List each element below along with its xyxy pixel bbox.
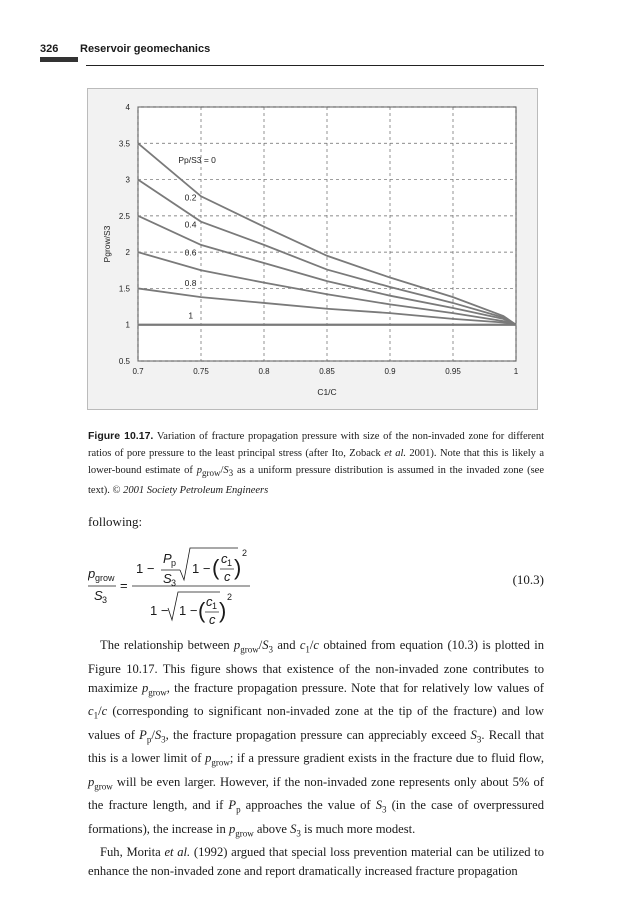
x-tick-label: 0.75 xyxy=(193,367,209,376)
header-rule xyxy=(86,65,544,66)
series-label: 0.4 xyxy=(184,219,197,230)
svg-text:S: S xyxy=(163,571,172,586)
svg-text:): ) xyxy=(234,555,242,580)
svg-text:=: = xyxy=(120,578,128,593)
lead-in-text: following: xyxy=(88,514,143,529)
x-axis-label: C1/C xyxy=(317,387,337,397)
y-axis-label: Pgrow/S3 xyxy=(102,225,112,263)
caption-etal: et al. xyxy=(384,448,406,459)
caption-credit: 2001 Society Petroleum Engineers xyxy=(123,485,269,497)
x-tick-label: 0.8 xyxy=(258,367,270,376)
svg-text:grow: grow xyxy=(95,573,115,583)
svg-text:1 −: 1 − xyxy=(136,561,155,576)
figure-caption: Figure 10.17. Variation of fracture propagation pressure with size of the non-invaded zone for different ratios of pore pressure to the least principal stress (after Ito, Zoback et al. 2001). Note that this is likely a lower-bound estimate of $p_{grow}/S_3$ as a uniform pressure distribution is assumed in the invaded zone (see text). © 2001 Society Petroleum Engineers xyxy=(88,430,544,497)
svg-text:): ) xyxy=(219,598,227,623)
svg-text:2: 2 xyxy=(242,548,248,558)
svg-text:2: 2 xyxy=(227,592,233,602)
svg-text:P: P xyxy=(163,551,172,566)
y-tick-label: 4 xyxy=(125,103,130,112)
x-tick-label: 0.95 xyxy=(445,367,461,376)
series-label: 0.8 xyxy=(184,277,197,288)
svg-text:3: 3 xyxy=(102,595,108,605)
y-tick-label: 3.5 xyxy=(118,139,130,149)
header-tab xyxy=(40,57,78,62)
line-chart xyxy=(88,89,537,409)
running-title: Reservoir geomechanics xyxy=(80,43,211,55)
svg-text:1 −: 1 − xyxy=(179,603,198,618)
equation-number: (10.3) xyxy=(512,572,544,587)
equation-graphic xyxy=(88,540,288,632)
caption-text: Variation of fracture propagation pressure with size of the non-invaded zone for different ratios of pore pressure to the least principal stress (after Ito, Zoback xyxy=(88,431,544,459)
x-tick-label: 0.9 xyxy=(384,367,396,376)
caption-text: 2001). Note that this is likely a lower-bound estimate of xyxy=(88,448,544,476)
svg-text:p: p xyxy=(171,558,177,568)
y-tick-label: 2 xyxy=(125,248,130,258)
x-tick-label: 0.7 xyxy=(132,367,144,376)
svg-text:3: 3 xyxy=(171,578,177,588)
series-label: 0.6 xyxy=(184,247,197,258)
y-tick-label: 2.5 xyxy=(118,211,130,221)
y-tick-label: 0.5 xyxy=(118,357,130,366)
svg-text:1: 1 xyxy=(212,601,218,611)
equation-10-3 xyxy=(88,540,544,632)
paragraph: Fuh, Morita et al. (1992) argued that special loss prevention material can be utilized to enhance the non-invaded zone and report dramatically increased fracture propagation xyxy=(88,845,545,879)
page-number: 326 xyxy=(40,43,59,55)
svg-text:c: c xyxy=(221,551,228,566)
body-text xyxy=(88,636,544,881)
running-header xyxy=(40,43,210,55)
caption-label: Figure 10.17. xyxy=(88,430,154,442)
series-label: 1 xyxy=(188,310,194,321)
series-label: 0.2 xyxy=(184,192,197,203)
svg-text:S: S xyxy=(94,588,103,603)
x-tick-label: 0.85 xyxy=(319,367,335,376)
svg-text:1 −: 1 − xyxy=(150,603,169,618)
svg-text:c: c xyxy=(224,569,231,584)
svg-text:(: ( xyxy=(198,598,206,623)
y-tick-label: 1.5 xyxy=(118,284,130,294)
paragraph: The relationship between $p_{grow}/S_3$ and $c_1/c$ obtained from equation (10.3) is plotted in Figure 10.17. This figure shows that existence of the non-invaded zone contributes to maximize $p_{grow}$, the fracture propagation pressure. Note that for relatively low values of $c_1/c$ (corresponding to significant non-invaded zone at the tip of the fracture) and low values of $P_p/S_3$, the fracture propagation pressure can appreciably exceed $S_3$. Recall that this is a lower limit of $p_{grow}$; if a pressure gradient exists in the fracture due to fluid flow, $p_{grow}$ will be even larger. However, if the non-invaded zone represents only about 5% of the fracture length, and if $P_p$ approaches the value of $S_3$ (in the case of overpressured formations), the increase in $p_{grow}$ above $S_3$ is much more modest. xyxy=(88,638,545,839)
y-tick-label: 1 xyxy=(125,320,130,330)
svg-text:1 −: 1 − xyxy=(192,561,211,576)
svg-text:c: c xyxy=(209,612,216,627)
x-tick-label: 1 xyxy=(513,367,519,376)
caption-text: as a uniform pressure distribution is assumed in the invaded zone (see text). © xyxy=(88,465,544,497)
svg-text:c: c xyxy=(206,594,213,609)
svg-text:(: ( xyxy=(212,555,220,580)
svg-text:p: p xyxy=(88,566,96,581)
series-label: Pp/S3 = 0 xyxy=(178,155,216,166)
figure-10-17 xyxy=(87,88,538,410)
svg-text:1: 1 xyxy=(227,558,233,568)
y-tick-label: 3 xyxy=(125,175,130,185)
